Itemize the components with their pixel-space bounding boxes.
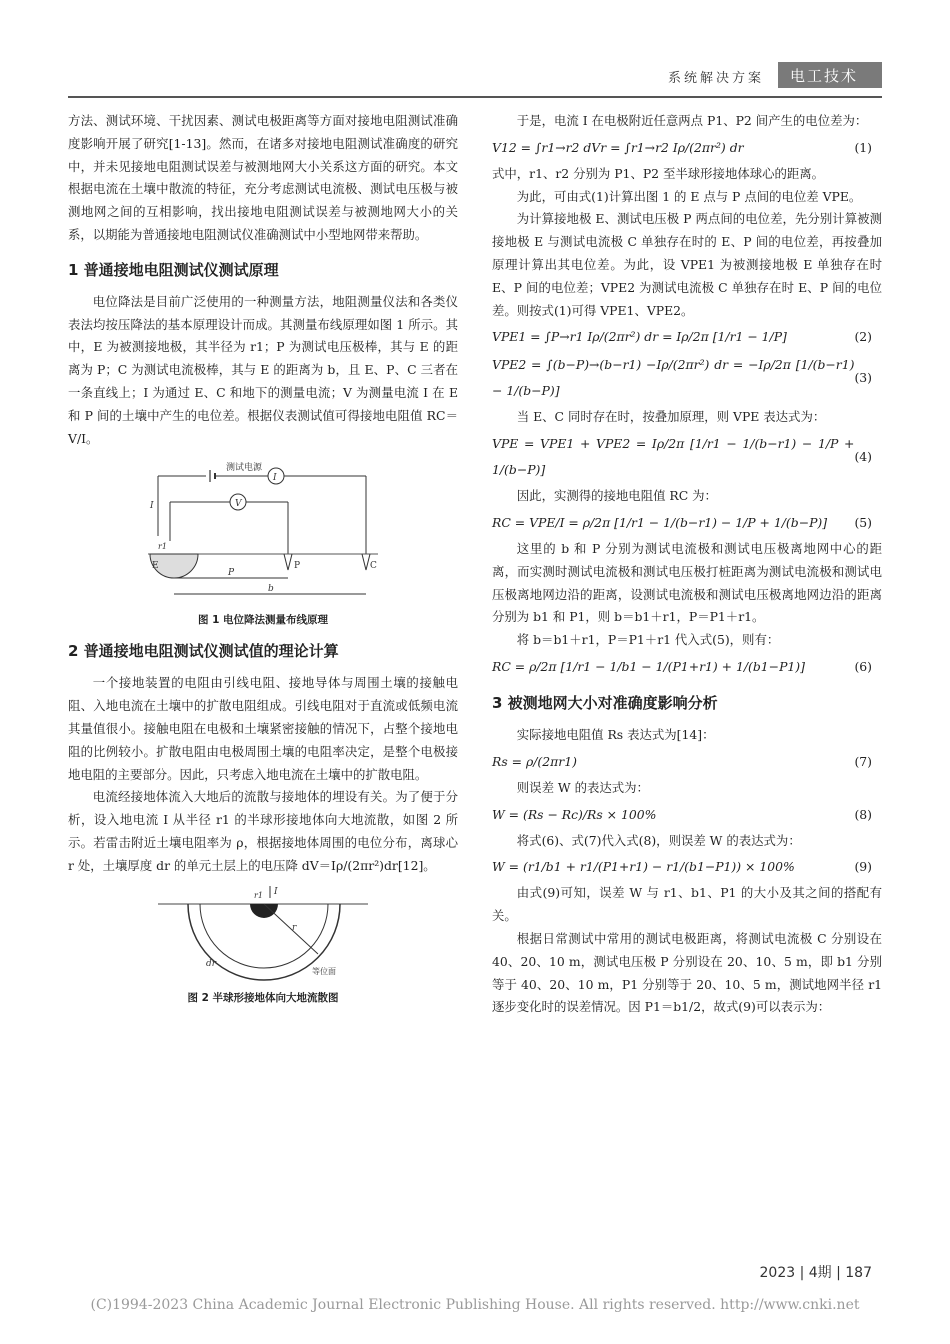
running-header xyxy=(668,62,882,88)
equipotential-label: 等位面 xyxy=(312,966,336,976)
equation-number: (4) xyxy=(854,449,872,465)
equation-1 xyxy=(492,135,882,161)
equation-8 xyxy=(492,802,882,828)
dim-b-label: b xyxy=(268,584,274,595)
equation-6 xyxy=(492,654,882,680)
equation-number: (2) xyxy=(854,329,872,345)
equation-text: W = (r1/b1 + r1/(P1+r1) − r1/(b1−P1)) × 100% xyxy=(492,859,795,875)
header-rule xyxy=(68,96,882,98)
section-heading-3: 3 被测地网大小对准确度影响分析 xyxy=(492,693,718,712)
equation-2 xyxy=(492,324,882,350)
equation-number: (6) xyxy=(854,658,872,674)
equation-text: VPE1 = ∫P→r1 Iρ/(2πr²) dr = Iρ/2π [1/r1 − 1/P] xyxy=(492,329,787,345)
paragraph: 则误差 W 的表达式为： xyxy=(516,779,649,795)
section-heading-2: 2 普通接地电阻测试仪测试值的理论计算 xyxy=(68,642,339,661)
paragraph: 式中，r1、r2 分别为 P1、P2 至半球形接地体球心的距离。 xyxy=(492,165,825,181)
electrode-c-label: C xyxy=(370,561,377,572)
figure-2-caption: 图 2 半球形接地体向大地流散图 xyxy=(187,991,339,1004)
paragraph: 因此，实测得的接地电阻值 RC 为： xyxy=(516,488,717,504)
r1-label: r1 xyxy=(254,890,263,900)
equation-text: VPE = VPE1 + VPE2 = Iρ/2π [1/r1 − 1/(b−r1) − 1/P + 1/(b−P)] xyxy=(492,436,855,478)
ammeter-label: I xyxy=(273,473,277,484)
page-footer: 2023 | 4期 | 187 xyxy=(759,1265,872,1281)
figure-1-caption: 图 1 电位降法测量布线原理 xyxy=(197,614,329,627)
equation-text: W = (Rs − Rc)/Rs × 100% xyxy=(492,806,657,822)
paragraph: 方法、测试环境、干扰因素、测试电极距离等方面对接地电阻测试准确度影响开展了研究[1-13]。然而，在诸多对接地电阻测试准确度的研究中，并未见接地电阻测试误差与被测地网大小关系这方面的研究。本文根据电流在土壤中散流的特征，充分考虑测试电流极、测试电压极与被测地网之间的互相影响，找出接地电阻测试误差与被测地网大小的关系，以期能为普通接地电阻测试仪准确测试中小型地网带来帮助。 xyxy=(68,113,458,242)
right-column xyxy=(492,110,882,1019)
r-label: r xyxy=(292,922,297,933)
equation-number: (8) xyxy=(854,806,872,822)
paragraph: 将式(6)、式(7)代入式(8)，则误差 W 的表达式为： xyxy=(516,832,801,848)
current-label: I xyxy=(150,501,154,512)
equation-4 xyxy=(492,431,882,483)
equation-number: (5) xyxy=(854,514,872,530)
equation-text: VPE2 = ∫(b−P)→(b−r1) −Iρ/(2πr²) dr = −Iρ/2π [1/(b−r1) − 1/(b−P)] xyxy=(492,357,855,399)
header-journal: 电工技术 xyxy=(778,62,882,88)
dr-label: dr xyxy=(206,958,217,969)
paragraph: 根据日常测试中常用的测试电极距离，将测试电流极 C 分别设在 40、20、10 m，测试电压极 P 分别设在 20、10、5 m，即 b1 分别等于 40、20、10 m，P1 分别等于 20、10、5 m，测试地网半径 r1 逐步变化时的误差情况。因 P1＝b1/2，故式(9)可以表示为： xyxy=(492,930,882,1015)
paragraph: 电流经接地体流入大地后的流散与接地体的埋设有关。为了便于分析，设入地电流 I 从半径 r1 的半球形接地体向大地流散，如图 2 所示。若雷击附近土壤电阻率为 ρ，根据接地体周围的电位分布，离球心 r 处，土壤厚度 dr 的单元土层上的电压降 dV＝Iρ/(2πr²)dr[12]。 xyxy=(68,789,458,873)
paragraph: 为此，可由式(1)计算出图 1 的 E 点与 P 点间的电位差 VPE。 xyxy=(516,188,862,204)
equation-number: (9) xyxy=(854,859,872,875)
dim-p-label: P xyxy=(228,568,235,579)
paragraph: 实际接地电阻值 Rs 表达式为[14]： xyxy=(516,726,715,742)
equation-9 xyxy=(492,854,882,880)
current-label: I xyxy=(274,886,278,897)
electrode-e-label: E xyxy=(152,561,159,572)
paragraph: 电位降法是目前广泛使用的一种测量方法，地阻测量仪法和各类仪表法均按压降法的基本原理设计而成。其测量布线原理如图 1 所示。其中，E 为被测接地极，其半径为 r1；P 为测试电压极棒，其与 E 的距离为 P；C 为测试电流极棒，其与 E 的距离为 b，且 E、P、C 三者在一条直线上；I 为通过 E、C 和地下的测量电流；V 为测量电流 I 在 E 和 P 间的土壤中产生的电位差。根据仪表测试值可得接地电阻值 RC＝V/I。 xyxy=(68,293,458,446)
left-column xyxy=(68,110,458,1010)
equation-text: RC = VPE/I = ρ/2π [1/r1 − 1/(b−r1) − 1/P + 1/(b−P)] xyxy=(492,514,828,530)
equation-text: V12 = ∫r1→r2 dVr = ∫r1→r2 Iρ/(2πr²) dr xyxy=(492,139,744,155)
source-label: 测试电源 xyxy=(226,463,263,474)
voltmeter-label: V xyxy=(235,499,242,510)
equation-number: (1) xyxy=(854,139,872,155)
figure-2 xyxy=(68,884,458,1006)
equation-text: Rs = ρ/(2πr1) xyxy=(492,753,577,769)
paragraph: 为计算接地极 E、测试电压极 P 两点间的电位差，先分别计算被测接地极 E 与测试电流极 C 单独存在时的 E、P 间的电位差，再按叠加原理计算出其电位差。为此，设 VPE1 为被测接地极 E 单独存在时 E、P 间的电位差；VPE2 为测试电流极 C 单独存在时 E、P 间的电位差。则按式(1)可得 VPE1、VPE2。 xyxy=(492,211,882,318)
figure-1-diagram xyxy=(148,456,378,606)
figure-1 xyxy=(68,456,458,628)
equation-number: (3) xyxy=(854,370,872,386)
paragraph: 一个接地装置的电阻由引线电阻、接地导体与周围土壤的接触电阻、入地电流在土壤中的扩散电阻组成。引线电阻对于直流或低频电流其量值很小。接触电阻在电极和土壤紧密接触的情况下，占整个接地电阻的比例较小。扩散电阻由电极周围土壤的电阻率决定，是整个电极接地电阻的主要部分。因此，只考虑入地电流在土壤中的扩散电阻。 xyxy=(68,675,458,782)
header-section: 系统解决方案 xyxy=(667,71,764,86)
electrode-p-label: P xyxy=(294,561,301,572)
paragraph: 将 b＝b1＋r1，P＝P1＋r1 代入式(5)，则有： xyxy=(516,632,780,648)
equation-number: (7) xyxy=(854,753,872,769)
equation-7 xyxy=(492,749,882,775)
paragraph: 于是，电流 I 在电极附近任意两点 P1、P2 间产生的电位差为： xyxy=(516,113,868,128)
paragraph: 由式(9)可知，误差 W 与 r1、b1、P1 的大小及其之间的搭配有关。 xyxy=(492,885,882,924)
paragraph: 这里的 b 和 P 分别为测试电流极和测试电压极离地网中心的距离，而实测时测试电流极和测试电压极打桩距离为测试电流极和测试电压极离地网边沿的距离，设测试电流极和测试电压极离地网边沿的距离分别为 b1 和 P1，则 b＝b1＋r1，P＝P1＋r1。 xyxy=(492,540,882,625)
radius-label: r1 xyxy=(158,542,167,552)
cnki-watermark: (C)1994-2023 China Academic Journal Electronic Publishing House. All rights reserved. http://www.cnki.net xyxy=(90,1297,860,1313)
paragraph: 当 E、C 同时存在时，按叠加原理，则 VPE 表达式为： xyxy=(516,409,826,425)
equation-3 xyxy=(492,352,882,404)
equation-5 xyxy=(492,510,882,536)
section-heading-1: 1 普通接地电阻测试仪测试原理 xyxy=(68,260,279,279)
figure-2-diagram xyxy=(158,884,368,984)
equation-text: RC = ρ/2π [1/r1 − 1/b1 − 1/(P1+r1) + 1/(b1−P1)] xyxy=(492,658,805,674)
